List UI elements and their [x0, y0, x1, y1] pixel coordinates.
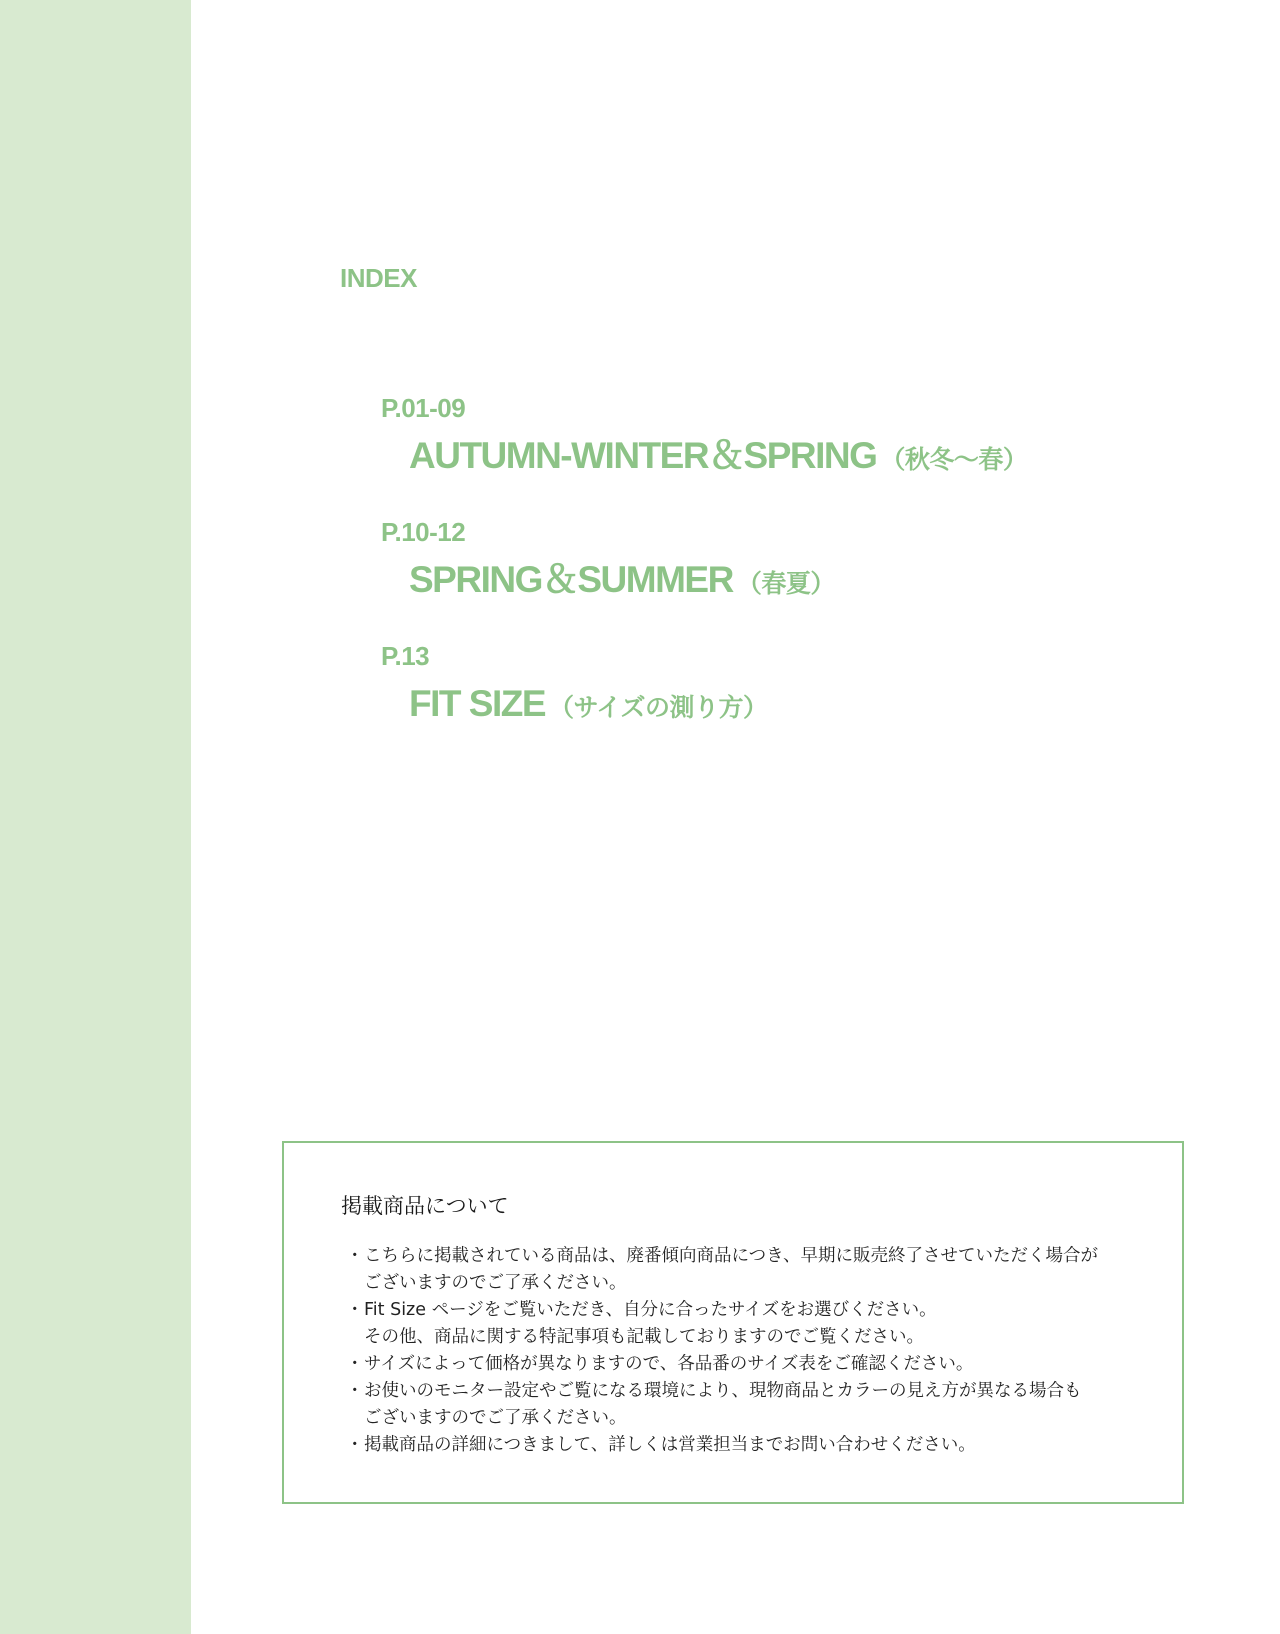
- toc-title: AUTUMN-WINTER＆SPRING: [409, 435, 877, 476]
- notice-line: その他、商品に関する特記事項も記載しておりますのでご覧ください。: [364, 1327, 924, 1347]
- notice-item: [346, 1432, 1146, 1459]
- toc-subtitle: （秋冬～春）: [880, 445, 1028, 474]
- toc-subtitle: （春夏）: [736, 569, 835, 598]
- notice-line: お使いのモニター設定やご覧になる環境により、現物商品とカラーの見え方が異なる場合も: [364, 1381, 1082, 1401]
- side-color-band: [0, 0, 191, 1634]
- toc-page-range: P.10-12: [381, 517, 466, 547]
- notice-item: [346, 1378, 1146, 1432]
- notice-line: Fit Size ページをご覧いただき、自分に合ったサイズをお選びください。: [364, 1300, 937, 1320]
- notice-item: [346, 1243, 1146, 1297]
- notice-line: サイズによって価格が異なりますので、各品番のサイズ表をご確認ください。: [364, 1354, 974, 1374]
- bullet-mark: ・: [346, 1435, 364, 1455]
- toc-entry-fit-size: [381, 640, 1241, 764]
- bullet-mark: ・: [346, 1381, 364, 1401]
- bullet-mark: ・: [346, 1246, 364, 1266]
- toc-title-line: [409, 682, 1241, 726]
- notice-list: [346, 1243, 1146, 1459]
- toc-entry-autumn-winter-spring: [381, 392, 1241, 516]
- toc-title-line: [409, 434, 1241, 478]
- toc-title: SPRING＆SUMMER: [409, 559, 733, 600]
- product-notice-box: [282, 1141, 1184, 1504]
- index-heading: INDEX: [340, 263, 417, 293]
- toc-title: FIT SIZE: [409, 683, 545, 724]
- table-of-contents: [381, 392, 1241, 764]
- notice-item: [346, 1351, 1146, 1378]
- toc-title-line: [409, 558, 1241, 602]
- notice-line: ございますのでご了承ください。: [364, 1408, 627, 1428]
- toc-page-range: P.01-09: [381, 393, 466, 423]
- notice-line: 掲載商品の詳細につきまして、詳しくは営業担当までお問い合わせください。: [364, 1435, 976, 1455]
- toc-page-range: P.13: [381, 641, 430, 671]
- toc-entry-spring-summer: [381, 516, 1241, 640]
- bullet-mark: ・: [346, 1300, 364, 1320]
- notice-title: 掲載商品について: [341, 1194, 509, 1218]
- notice-line: こちらに掲載されている商品は、廃番傾向商品につき、早期に販売終了させていただく場合が: [364, 1246, 1098, 1266]
- toc-subtitle: （サイズの測り方）: [549, 693, 768, 722]
- bullet-mark: ・: [346, 1354, 364, 1374]
- notice-line: ございますのでご了承ください。: [364, 1273, 627, 1293]
- notice-item: [346, 1297, 1146, 1351]
